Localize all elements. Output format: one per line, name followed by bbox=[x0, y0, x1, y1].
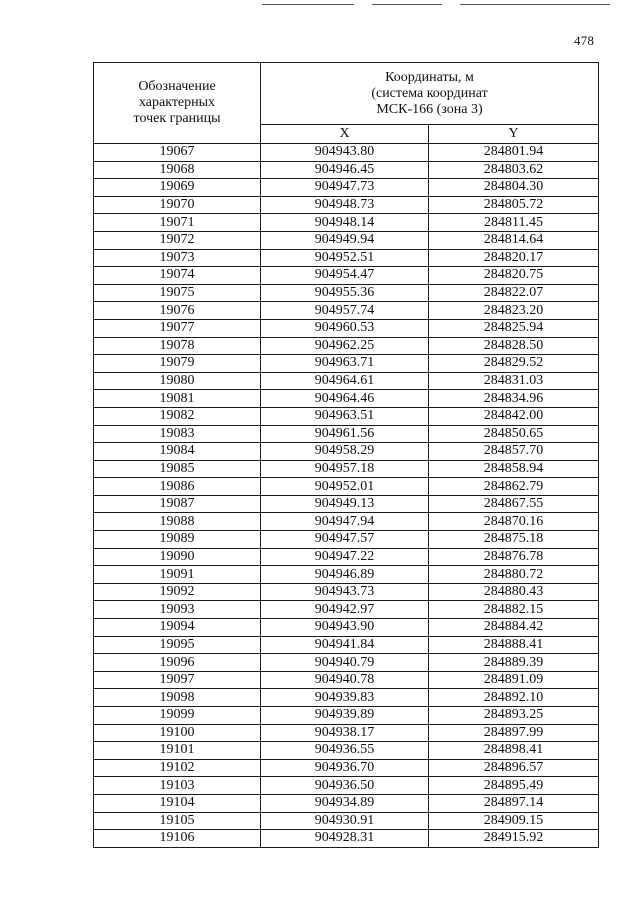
table-row bbox=[94, 777, 599, 795]
x-coordinate-cell: 904949.13 bbox=[261, 495, 429, 513]
scan-artifact-line bbox=[460, 4, 610, 5]
table-row bbox=[94, 478, 599, 496]
table-row bbox=[94, 355, 599, 373]
table-row bbox=[94, 812, 599, 830]
point-id-cell: 19089 bbox=[94, 531, 261, 549]
table-row bbox=[94, 759, 599, 777]
x-coordinate-cell: 904938.17 bbox=[261, 724, 429, 742]
point-id-cell: 19093 bbox=[94, 601, 261, 619]
point-id-cell: 19098 bbox=[94, 689, 261, 707]
x-coordinate-cell: 904936.50 bbox=[261, 777, 429, 795]
y-coordinate-cell: 284842.00 bbox=[429, 407, 599, 425]
point-id-cell: 19072 bbox=[94, 231, 261, 249]
y-coordinate-cell: 284828.50 bbox=[429, 337, 599, 355]
point-id-cell: 19084 bbox=[94, 443, 261, 461]
point-id-cell: 19092 bbox=[94, 583, 261, 601]
point-id-cell: 19067 bbox=[94, 144, 261, 162]
y-coordinate-cell: 284862.79 bbox=[429, 478, 599, 496]
point-id-cell: 19106 bbox=[94, 830, 261, 848]
table-row bbox=[94, 654, 599, 672]
x-coordinate-cell: 904948.73 bbox=[261, 196, 429, 214]
x-coordinate-cell: 904942.97 bbox=[261, 601, 429, 619]
table-row bbox=[94, 689, 599, 707]
y-coordinate-cell: 284831.03 bbox=[429, 372, 599, 390]
x-coordinate-cell: 904960.53 bbox=[261, 319, 429, 337]
table-row bbox=[94, 671, 599, 689]
x-coordinate-cell: 904949.94 bbox=[261, 231, 429, 249]
table-row bbox=[94, 724, 599, 742]
table-row bbox=[94, 407, 599, 425]
header-line: (система координат bbox=[371, 86, 488, 102]
point-id-cell: 19085 bbox=[94, 460, 261, 478]
table-row bbox=[94, 319, 599, 337]
y-coordinate-cell: 284811.45 bbox=[429, 214, 599, 232]
point-id-cell: 19101 bbox=[94, 742, 261, 760]
y-coordinate-cell: 284867.55 bbox=[429, 495, 599, 513]
x-coordinate-cell: 904943.80 bbox=[261, 144, 429, 162]
y-coordinate-cell: 284882.15 bbox=[429, 601, 599, 619]
point-designation-header bbox=[94, 63, 261, 144]
table-row bbox=[94, 284, 599, 302]
y-coordinate-cell: 284880.72 bbox=[429, 566, 599, 584]
point-id-cell: 19075 bbox=[94, 284, 261, 302]
point-id-cell: 19078 bbox=[94, 337, 261, 355]
x-coordinate-cell: 904962.25 bbox=[261, 337, 429, 355]
page-number: 478 bbox=[574, 33, 595, 48]
table-row bbox=[94, 619, 599, 637]
point-id-cell: 19087 bbox=[94, 495, 261, 513]
point-id-cell: 19069 bbox=[94, 179, 261, 197]
scan-artifact-line bbox=[372, 4, 442, 5]
point-id-cell: 19073 bbox=[94, 249, 261, 267]
y-coordinate-cell: 284870.16 bbox=[429, 513, 599, 531]
x-coordinate-cell: 904964.46 bbox=[261, 390, 429, 408]
x-coordinate-cell: 904955.36 bbox=[261, 284, 429, 302]
table-row bbox=[94, 495, 599, 513]
x-coordinate-cell: 904963.71 bbox=[261, 355, 429, 373]
y-coordinate-cell: 284822.07 bbox=[429, 284, 599, 302]
point-id-cell: 19100 bbox=[94, 724, 261, 742]
x-coordinate-cell: 904943.73 bbox=[261, 583, 429, 601]
table-row bbox=[94, 794, 599, 812]
y-coordinate-cell: 284825.94 bbox=[429, 319, 599, 337]
x-coordinate-cell: 904941.84 bbox=[261, 636, 429, 654]
y-coordinate-cell: 284897.14 bbox=[429, 794, 599, 812]
table-row bbox=[94, 214, 599, 232]
table-row bbox=[94, 337, 599, 355]
x-coordinate-cell: 904947.94 bbox=[261, 513, 429, 531]
table-row bbox=[94, 531, 599, 549]
x-coordinate-cell: 904961.56 bbox=[261, 425, 429, 443]
y-coordinate-cell: 284875.18 bbox=[429, 531, 599, 549]
table-row bbox=[94, 390, 599, 408]
table-row bbox=[94, 443, 599, 461]
table-row bbox=[94, 460, 599, 478]
y-coordinate-cell: 284803.62 bbox=[429, 161, 599, 179]
x-coordinate-cell: 904948.14 bbox=[261, 214, 429, 232]
x-coordinate-cell: 904930.91 bbox=[261, 812, 429, 830]
x-coordinate-cell: 904939.89 bbox=[261, 707, 429, 725]
y-coordinate-cell: 284820.75 bbox=[429, 267, 599, 285]
y-coordinate-cell: 284915.92 bbox=[429, 830, 599, 848]
x-coordinate-cell: 904939.83 bbox=[261, 689, 429, 707]
table-row bbox=[94, 231, 599, 249]
x-coordinate-cell: 904958.29 bbox=[261, 443, 429, 461]
table-row bbox=[94, 267, 599, 285]
point-id-cell: 19070 bbox=[94, 196, 261, 214]
y-coordinate-cell: 284805.72 bbox=[429, 196, 599, 214]
point-id-cell: 19074 bbox=[94, 267, 261, 285]
y-coordinate-cell: 284857.70 bbox=[429, 443, 599, 461]
x-coordinate-cell: 904940.79 bbox=[261, 654, 429, 672]
x-coordinate-cell: 904928.31 bbox=[261, 830, 429, 848]
y-coordinate-cell: 284858.94 bbox=[429, 460, 599, 478]
x-coordinate-cell: 904946.89 bbox=[261, 566, 429, 584]
x-coordinate-cell: 904936.55 bbox=[261, 742, 429, 760]
point-id-cell: 19094 bbox=[94, 619, 261, 637]
table-row bbox=[94, 372, 599, 390]
x-coordinate-cell: 904936.70 bbox=[261, 759, 429, 777]
point-id-cell: 19080 bbox=[94, 372, 261, 390]
x-column-header: X bbox=[261, 124, 429, 143]
y-coordinate-cell: 284895.49 bbox=[429, 777, 599, 795]
y-coordinate-cell: 284850.65 bbox=[429, 425, 599, 443]
table-row bbox=[94, 161, 599, 179]
x-coordinate-cell: 904964.61 bbox=[261, 372, 429, 390]
point-id-cell: 19083 bbox=[94, 425, 261, 443]
header-line: МСК-166 (зона 3) bbox=[376, 102, 483, 118]
y-coordinate-cell: 284804.30 bbox=[429, 179, 599, 197]
point-id-cell: 19104 bbox=[94, 794, 261, 812]
table-row bbox=[94, 742, 599, 760]
point-id-cell: 19090 bbox=[94, 548, 261, 566]
x-coordinate-cell: 904952.01 bbox=[261, 478, 429, 496]
x-coordinate-cell: 904947.22 bbox=[261, 548, 429, 566]
table-row bbox=[94, 548, 599, 566]
coordinates-table bbox=[93, 62, 599, 848]
point-id-cell: 19091 bbox=[94, 566, 261, 584]
table-header-row bbox=[94, 63, 599, 125]
y-coordinate-cell: 284823.20 bbox=[429, 302, 599, 320]
point-id-cell: 19077 bbox=[94, 319, 261, 337]
y-coordinate-cell: 284820.17 bbox=[429, 249, 599, 267]
x-coordinate-cell: 904963.51 bbox=[261, 407, 429, 425]
x-coordinate-cell: 904957.74 bbox=[261, 302, 429, 320]
table-row bbox=[94, 601, 599, 619]
table-row bbox=[94, 249, 599, 267]
table-row bbox=[94, 583, 599, 601]
point-id-cell: 19099 bbox=[94, 707, 261, 725]
x-coordinate-cell: 904947.73 bbox=[261, 179, 429, 197]
y-coordinate-cell: 284829.52 bbox=[429, 355, 599, 373]
point-id-cell: 19096 bbox=[94, 654, 261, 672]
y-column-header: Y bbox=[429, 124, 599, 143]
point-id-cell: 19081 bbox=[94, 390, 261, 408]
y-coordinate-cell: 284898.41 bbox=[429, 742, 599, 760]
y-coordinate-cell: 284909.15 bbox=[429, 812, 599, 830]
point-id-cell: 19079 bbox=[94, 355, 261, 373]
point-id-cell: 19095 bbox=[94, 636, 261, 654]
y-coordinate-cell: 284888.41 bbox=[429, 636, 599, 654]
y-coordinate-cell: 284834.96 bbox=[429, 390, 599, 408]
x-coordinate-cell: 904934.89 bbox=[261, 794, 429, 812]
header-line: точек границы bbox=[133, 111, 221, 126]
y-coordinate-cell: 284814.64 bbox=[429, 231, 599, 249]
point-id-cell: 19088 bbox=[94, 513, 261, 531]
table-row bbox=[94, 707, 599, 725]
point-id-cell: 19102 bbox=[94, 759, 261, 777]
header-line: Обозначение bbox=[138, 79, 216, 94]
table-body bbox=[94, 144, 599, 848]
point-id-cell: 19076 bbox=[94, 302, 261, 320]
header-line: характерных bbox=[138, 95, 216, 110]
y-coordinate-cell: 284896.57 bbox=[429, 759, 599, 777]
point-id-cell: 19086 bbox=[94, 478, 261, 496]
point-id-cell: 19068 bbox=[94, 161, 261, 179]
point-id-cell: 19103 bbox=[94, 777, 261, 795]
y-coordinate-cell: 284880.43 bbox=[429, 583, 599, 601]
y-coordinate-cell: 284889.39 bbox=[429, 654, 599, 672]
point-id-cell: 19105 bbox=[94, 812, 261, 830]
x-coordinate-cell: 904946.45 bbox=[261, 161, 429, 179]
table-row bbox=[94, 196, 599, 214]
scan-artifact-line bbox=[262, 4, 354, 5]
table-row bbox=[94, 302, 599, 320]
x-coordinate-cell: 904947.57 bbox=[261, 531, 429, 549]
y-coordinate-cell: 284897.99 bbox=[429, 724, 599, 742]
y-coordinate-cell: 284801.94 bbox=[429, 144, 599, 162]
table-row bbox=[94, 513, 599, 531]
x-coordinate-cell: 904943.90 bbox=[261, 619, 429, 637]
x-coordinate-cell: 904957.18 bbox=[261, 460, 429, 478]
y-coordinate-cell: 284891.09 bbox=[429, 671, 599, 689]
table-row bbox=[94, 144, 599, 162]
y-coordinate-cell: 284892.10 bbox=[429, 689, 599, 707]
table-row bbox=[94, 425, 599, 443]
point-id-cell: 19071 bbox=[94, 214, 261, 232]
table-row bbox=[94, 636, 599, 654]
header-line: Координаты, м bbox=[385, 70, 474, 86]
coordinates-header bbox=[261, 63, 599, 125]
table-row bbox=[94, 830, 599, 848]
y-coordinate-cell: 284884.42 bbox=[429, 619, 599, 637]
point-id-cell: 19097 bbox=[94, 671, 261, 689]
x-coordinate-cell: 904954.47 bbox=[261, 267, 429, 285]
table-row bbox=[94, 566, 599, 584]
x-coordinate-cell: 904940.78 bbox=[261, 671, 429, 689]
y-coordinate-cell: 284876.78 bbox=[429, 548, 599, 566]
table-row bbox=[94, 179, 599, 197]
x-coordinate-cell: 904952.51 bbox=[261, 249, 429, 267]
point-id-cell: 19082 bbox=[94, 407, 261, 425]
y-coordinate-cell: 284893.25 bbox=[429, 707, 599, 725]
